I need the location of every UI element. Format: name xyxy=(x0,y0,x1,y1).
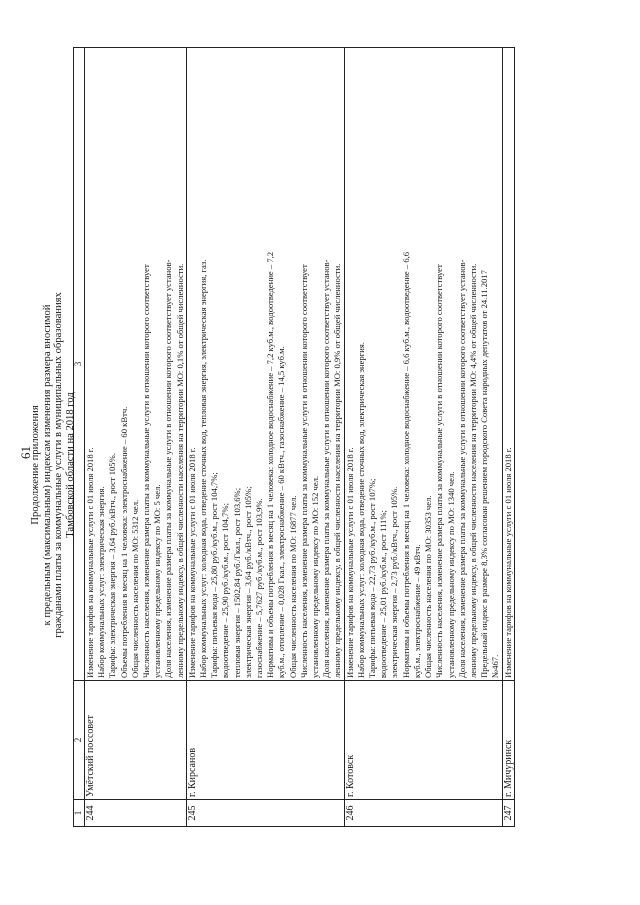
heading-line: гражданами платы за коммунальные услуги в муниципальных образованиях xyxy=(53,292,65,638)
detail-line: Численность населения, изменение размера платы за коммунальные услуги в отношении которого соответствует xyxy=(434,264,445,678)
table-row xyxy=(85,48,187,827)
detail-line: установленному предельному индексу по МО: 5 чел. xyxy=(152,484,163,678)
detail-line: №467. xyxy=(490,654,501,678)
heading-line: Тамбовской области на 2018 год xyxy=(64,392,76,538)
table-row xyxy=(344,48,502,827)
municipality-name: г. Котовск xyxy=(344,681,502,800)
detail-line: ленному предельному индексу, в общей численности населения на территории МО: 0,1% от общей численности. xyxy=(174,263,185,678)
column-header: 3 xyxy=(74,48,85,681)
detail-line: газоснабжение – 5,7627 руб./куб.м., рост 103,9%. xyxy=(254,498,265,678)
detail-line: куб.м., электроснабжение – 49 кВтч. xyxy=(411,544,422,678)
detail-line: тепловая энергия – 1502,84 руб./Гкал., рост 103,6%; xyxy=(231,487,242,678)
row-number: 245 xyxy=(186,800,344,827)
detail-line: Набор коммунальных услуг: холодная вода, отведение сточных вод, электрическая энергия. xyxy=(355,342,366,678)
detail-line: Общая численность населения по МО: 30353 чел. xyxy=(423,495,434,678)
tariff-details xyxy=(502,48,514,681)
page-number: 61 xyxy=(18,446,33,459)
detail-line: электрическая энергия – 3,64 руб./кВтч., рост 105%; xyxy=(242,486,253,678)
row-number: 244 xyxy=(85,800,187,827)
detail-line: Нормативы и объемы потребления в месяц на 1 человека: холодное водоснабжение – 6,6 куб.м., водоотведение – 6,6 xyxy=(400,251,411,678)
detail-line: Набор коммунальных услуг: электрическая энергия. xyxy=(96,486,107,678)
detail-line: Общая численность населения по МО: 5312 чел. xyxy=(129,499,140,678)
column-header: 2 xyxy=(74,681,85,800)
detail-line: Набор коммунальных услуг: холодная вода, отведение сточных вод, тепловая энергия, электрическая энергия, газ. xyxy=(198,259,209,678)
detail-line: куб.м., отопление – 0,028 Гкал., электроснабжение – 60 кВтч., газоснабжение – 14,5 куб.м. xyxy=(276,346,287,678)
detail-line: Тарифы: питьевая вода – 25,80 руб./куб.м., рост 104,7%; xyxy=(209,472,220,678)
heading-line: Продолжение приложения xyxy=(30,405,41,525)
detail-line: электрическая энергия – 2,73 руб./кВтч., рост 105%. xyxy=(389,486,400,678)
detail-line: Изменение тарифов на коммунальные услуги с 01 июля 2018 г. xyxy=(502,447,513,678)
municipality-name: г. Мичуринск xyxy=(502,681,514,800)
detail-line: установленному предельному индексу по МО: 152 чел. xyxy=(310,475,321,678)
detail-line: Тарифы: питьевая вода – 22,73 руб./куб.м., рост 107%; xyxy=(367,478,378,678)
detail-line: Тарифы: электрическая энергия – 3,64 руб./кВтч., рост 105%. xyxy=(107,453,118,678)
column-header: 1 xyxy=(74,800,85,827)
detail-line: Численность населения, изменение размера платы за коммунальные услуги в отношении которого соответствует xyxy=(141,264,152,678)
detail-line: Доля населения, изменение размера платы за коммунальные услуги в отношении которого соответствует установ- xyxy=(321,259,332,678)
detail-line: Общая численность населения по МО: 16877 чел. xyxy=(287,495,298,678)
detail-line: Доля населения, изменение размера платы за коммунальные услуги в отношении которого соответствует установ- xyxy=(163,259,174,678)
table-row xyxy=(502,48,514,827)
row-number: 247 xyxy=(502,800,514,827)
municipality-name: г. Кирсанов xyxy=(186,681,344,800)
detail-line: водоотведение – 25,01 руб./куб.м., рост 111%; xyxy=(378,510,389,678)
detail-line: Численность населения, изменение размера платы за коммунальные услуги в отношении которого соответствует xyxy=(298,264,309,678)
detail-line: Изменение тарифов на коммунальные услуги с 01 июля 2018 г. xyxy=(344,447,355,678)
detail-line: Нормативы и объемы потребления в месяц на 1 человека: холодное водоснабжение – 7,2 куб.м., водоотведение – 7,2 xyxy=(265,251,276,678)
detail-line: Изменение тарифов на коммунальные услуги с 01 июля 2018 г. xyxy=(186,447,197,678)
detail-line: ленному предельному индексу, в общей численности населения на территории МО: 4,4% от общей численности. xyxy=(467,263,478,678)
heading-line: к предельным (максимальным) индексам изменения размера вносимой xyxy=(41,304,53,626)
detail-line: водоотведение – 25,90 руб./куб.м., рост 104,7%; xyxy=(220,503,231,678)
detail-line: установленному предельному индексу по МО: 1340 чел. xyxy=(445,471,456,678)
tariff-details xyxy=(186,48,344,681)
municipality-name: Умётский поссовет xyxy=(85,681,187,800)
document-heading xyxy=(30,175,76,755)
tariff-table xyxy=(73,47,515,827)
detail-line: Предельный индекс в размере 8,3% согласован решением городского Совета народных депутатов от 24.11.2017 xyxy=(479,270,490,678)
row-number: 246 xyxy=(344,800,502,827)
detail-line: Доля населения, изменение размера платы за коммунальные услуги в отношении которого соответствует установ- xyxy=(456,259,467,678)
tariff-details xyxy=(344,48,502,681)
detail-line: Изменение тарифов на коммунальные услуги с 01 июля 2018 г. xyxy=(85,447,95,678)
table-header-row xyxy=(74,48,85,827)
tariff-details xyxy=(85,48,187,681)
table-row xyxy=(186,48,344,827)
detail-line: Объемы потребления в месяц на 1 человека: электроснабжение – 60 кВтч. xyxy=(118,406,129,678)
detail-line: ленному предельному индексу, в общей численности населения на территории МО: 0,9% от общей численности. xyxy=(332,263,343,678)
